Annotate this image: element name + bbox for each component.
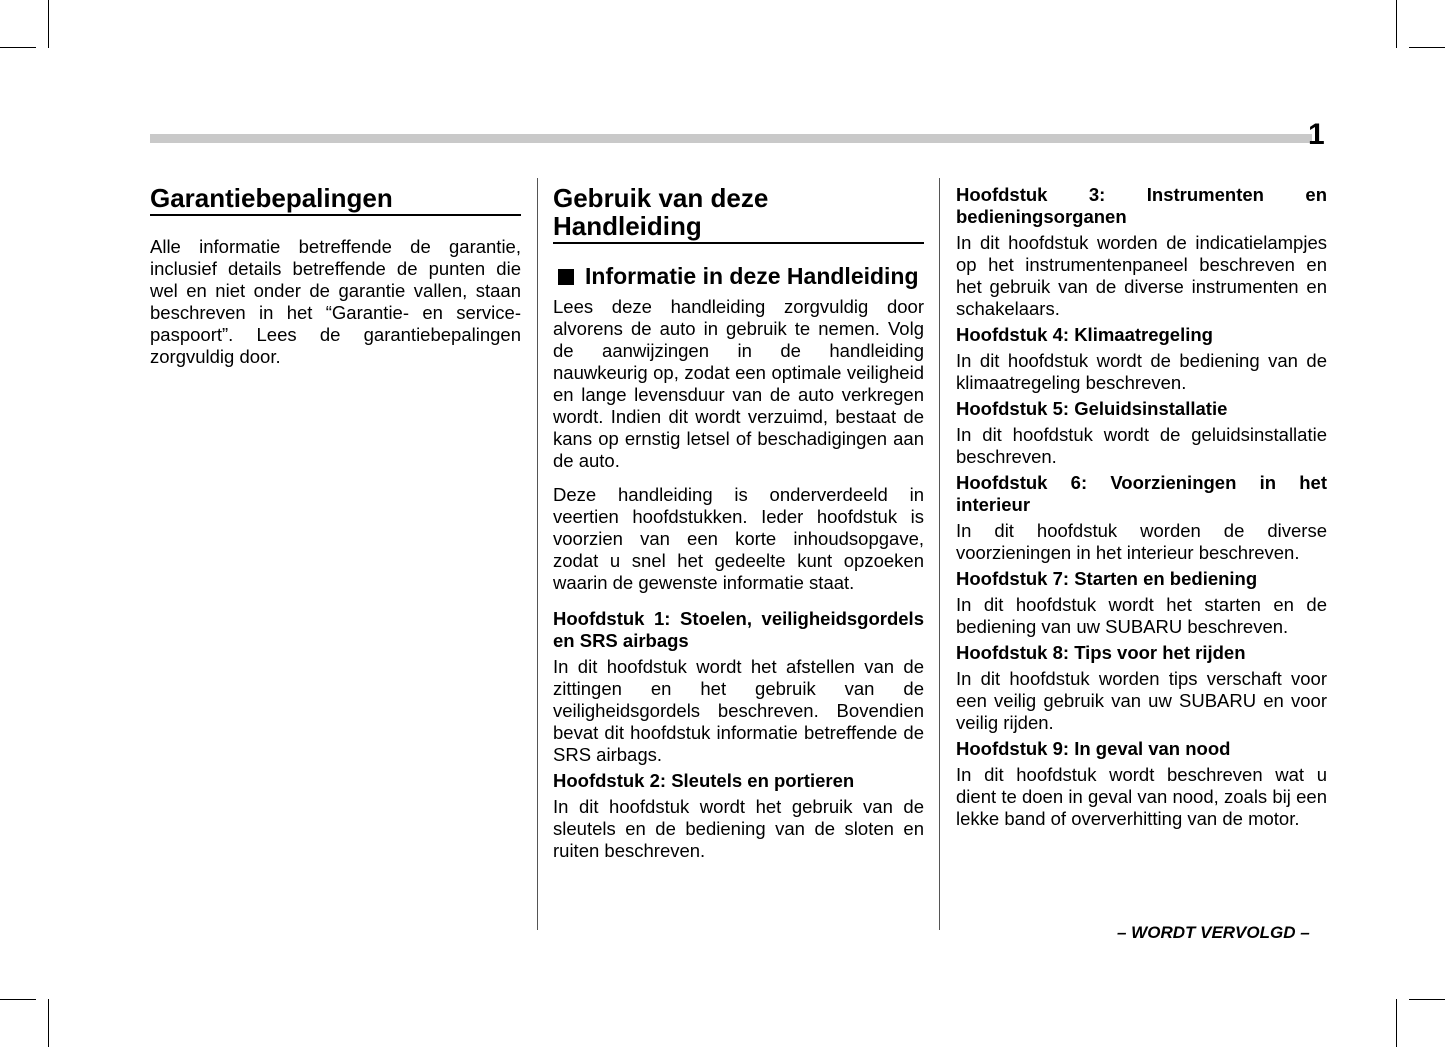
chapter-title: Hoofdstuk 7: Starten en bediening (956, 568, 1258, 589)
page-number: 1 (1308, 118, 1325, 151)
chapter-text: In dit hoofdstuk wordt het afstellen van de zittingen en het gebruik van de veiligheidsgordels beschreven. Bovendien bevat dit hoofdstuk informatie betreffende de SRS airbags. (553, 656, 924, 765)
crop-mark (1396, 0, 1397, 48)
left-column (150, 180, 521, 368)
section-heading: Garantiebepalingen (150, 184, 521, 216)
chapter-title: Hoofdstuk 2: Sleutels en portieren (553, 770, 855, 791)
chapter-title: Hoofdstuk 3: Instrumenten en bedieningsorganen (956, 184, 1327, 227)
paragraph: Deze handleiding is onderverdeeld in veertien hoofdstukken. Ieder hoofdstuk is voorzien van een korte inhoudsopgave, zodat u snel het gedeelte kunt opzoeken waarin de gewenste informatie staat. (553, 484, 924, 593)
crop-mark (1396, 999, 1397, 1047)
crop-mark (0, 47, 36, 48)
chapter-text: In dit hoofdstuk wordt het gebruik van de sleutels en de bediening van de sloten en ruiten beschreven. (553, 796, 924, 861)
chapter-title: Hoofdstuk 8: Tips voor het rijden (956, 642, 1246, 663)
chapter-title: Hoofdstuk 5: Geluidsinstallatie (956, 398, 1228, 419)
chapter-title: Hoofdstuk 6: Voorzieningen in het interieur (956, 472, 1327, 515)
chapter-text: In dit hoofdstuk wordt de geluidsinstallatie beschreven. (956, 424, 1327, 467)
chapter-title: Hoofdstuk 4: Klimaatregeling (956, 324, 1213, 345)
column-divider (537, 178, 538, 930)
right-column (956, 184, 1327, 830)
crop-mark (48, 999, 49, 1047)
subsection-heading-text: Informatie in deze Handleiding (585, 263, 919, 289)
chapter-text: In dit hoofdstuk wordt het starten en de bediening van uw SUBARU beschreven. (956, 594, 1327, 637)
chapter-text: In dit hoofdstuk wordt de bediening van de klimaatregeling beschreven. (956, 350, 1327, 393)
square-bullet-icon (558, 269, 574, 285)
chapter-title: Hoofdstuk 9: In geval van nood (956, 738, 1231, 759)
chapter-text: In dit hoofdstuk wordt beschreven wat u dient te doen in geval van nood, zoals bij een lekke band of oververhitting van de motor. (956, 764, 1327, 829)
crop-mark (1409, 999, 1445, 1000)
chapter-text: In dit hoofdstuk worden de diverse voorzieningen in het interieur beschreven. (956, 520, 1327, 563)
chapter-title: Hoofdstuk 1: Stoelen, veiligheidsgordels en SRS airbags (553, 608, 924, 651)
subsection-heading (553, 264, 924, 289)
chapter-text: In dit hoofdstuk worden de indicatielampjes op het instrumentenpaneel beschreven en het gebruik van de diverse instrumenten en schakelaars. (956, 232, 1327, 319)
paragraph: Lees deze handleiding zorgvuldig door alvorens de auto in gebruik te nemen. Volg de aanwijzingen in de handleiding nauwkeurig op, zodat een optimale veiligheid en lange levensduur van de auto verkregen wordt. Indien dit wordt verzuimd, bestaat de kans op ernstig letsel of beschadigingen aan de auto. (553, 296, 924, 471)
continued-label: – WORDT VERVOLGD – (1117, 923, 1310, 942)
column-divider (939, 178, 940, 930)
paragraph: Alle informatie betreffende de garantie, inclusief details betreffende de punten die wel en niet onder de garantie vallen, staan beschreven in het “Garantie- en service-paspoort”. Lees de garantiebepalingen zorgvuldig door. (150, 236, 521, 367)
crop-mark (48, 0, 49, 48)
crop-mark (1409, 47, 1445, 48)
middle-column (553, 180, 924, 862)
header-bar (150, 134, 1312, 143)
crop-mark (0, 999, 36, 1000)
section-heading: Gebruik van deze Handleiding (553, 184, 924, 244)
chapter-text: In dit hoofdstuk worden tips verschaft voor een veilig gebruik van uw SUBARU en voor veilig rijden. (956, 668, 1327, 733)
